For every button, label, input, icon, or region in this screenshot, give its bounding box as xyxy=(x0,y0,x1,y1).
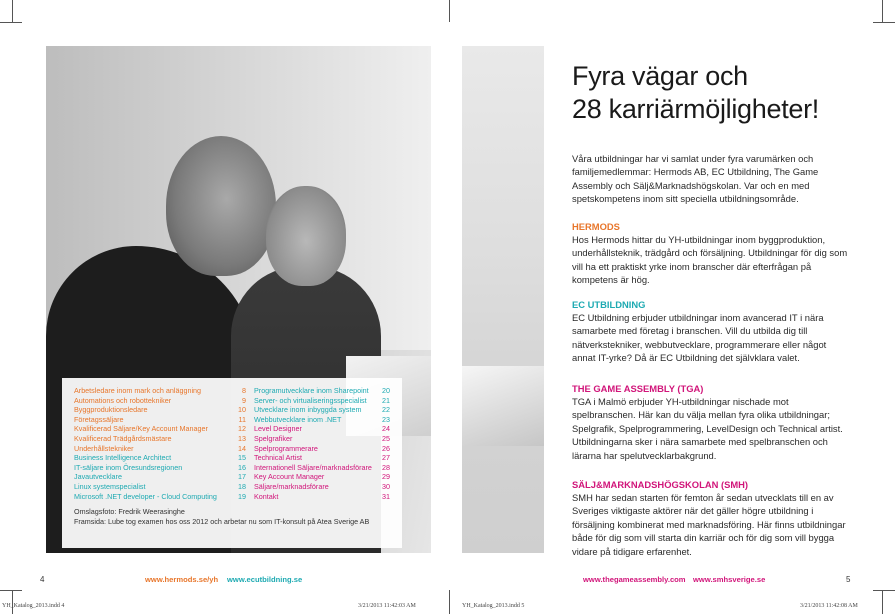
index-entry[interactable] xyxy=(254,463,390,473)
section-title: HERMODS xyxy=(572,221,620,232)
index-entry-page: 26 xyxy=(382,443,390,453)
index-entry-label: Säljare/marknadsförare xyxy=(254,481,329,491)
index-entry[interactable] xyxy=(74,434,246,444)
index-entry-page: 25 xyxy=(382,433,390,443)
section-text: TGA i Malmö erbjuder YH-utbildningar nischade mot spelbranschen. Här kan du välja mellan fyra olika utbildningar; Spelgrafik, Spelprogrammering, LevelDesign och Technical artist. Utbildningarna sker i nära samarbete med spelbranschen och lärarna har spelutvecklarbakgrund. xyxy=(572,396,843,461)
footer-link-hermods[interactable]: www.hermods.se/yh xyxy=(145,575,219,584)
index-entry-page: 16 xyxy=(238,462,246,472)
page-title: Fyra vägar och 28 karriärmöjligheter! xyxy=(572,61,819,124)
slug-date-right: 3/21/2013 11:42:08 AM xyxy=(800,603,858,609)
index-entry-label: Internationell Säljare/marknadsförare xyxy=(254,462,372,472)
index-entry-page: 31 xyxy=(382,491,390,501)
index-entry-label: Underhållstekniker xyxy=(74,443,134,453)
footer-link-gameassembly[interactable]: www.thegameassembly.com xyxy=(583,575,686,584)
section-text: Hos Hermods hittar du YH-utbildningar inom byggproduktion, underhållsteknik, trädgård och försäljning. Utbildningar för dig som vill ha ett praktiskt yrke inom branscher där efterfrågan på kompetens är hög. xyxy=(572,234,848,286)
index-entry[interactable] xyxy=(254,482,390,492)
section-text: SMH har sedan starten för femton år sedan utvecklats till en av Sveriges viktigaste aktörer när det gäller högre utbildning i försäljning kombinerat med marknadsföring. Här finns utbildningar både för dig som vill starta din karriär och för dig som vill bygga vidare på tidigare erfarenhet. xyxy=(572,492,846,557)
index-entry-label: Kontakt xyxy=(254,491,279,501)
crop-mark xyxy=(0,590,22,591)
index-entry-label: Kvalificerad Trädgårdsmästare xyxy=(74,433,172,443)
slug-file-left: YH_Katalog_2013.indd 4 xyxy=(2,603,65,609)
index-entry-label: Spelprogrammerare xyxy=(254,443,318,453)
index-entry[interactable] xyxy=(74,405,246,415)
index-entry[interactable] xyxy=(74,472,246,482)
index-entry[interactable] xyxy=(254,386,390,396)
index-entry-label: Spelgrafiker xyxy=(254,433,293,443)
index-entry-page: 8 xyxy=(242,386,246,395)
crop-mark xyxy=(0,22,22,23)
index-entry[interactable] xyxy=(254,434,390,444)
photo-strip xyxy=(462,46,544,553)
index-entry-page: 9 xyxy=(242,395,246,405)
front-caption: Framsida: Lube tog examen hos oss 2012 och arbetar nu som IT-konsult på Atea Sverige AB xyxy=(74,517,370,527)
index-entry-page: 24 xyxy=(382,424,390,434)
index-entry-label: Technical Artist xyxy=(254,453,302,463)
index-column-right xyxy=(254,386,390,501)
index-entry[interactable] xyxy=(74,444,246,454)
index-entry[interactable] xyxy=(74,463,246,473)
index-entry-label: Arbetsledare inom mark och anläggning xyxy=(74,386,202,395)
index-entry-label: Företagssäljare xyxy=(74,414,124,424)
index-entry-page: 18 xyxy=(238,481,246,491)
crop-mark xyxy=(873,22,895,23)
index-entry[interactable] xyxy=(254,492,390,502)
section-smh xyxy=(572,478,852,558)
index-entry-label: Microsoft .NET developer - Cloud Computing xyxy=(74,491,217,501)
slug-file-right: YH_Katalog_2013.indd 5 xyxy=(462,603,525,609)
index-entry-label: Linux systemspecialist xyxy=(74,481,146,491)
crop-mark xyxy=(873,590,895,591)
index-entry-label: Server- och virtualiseringsspecialist xyxy=(254,395,367,405)
page-number-left: 4 xyxy=(40,575,45,584)
programs-index xyxy=(62,378,402,548)
index-entry-label: Javautvecklare xyxy=(74,472,122,482)
index-entry[interactable] xyxy=(254,424,390,434)
index-entry[interactable] xyxy=(254,396,390,406)
index-entry-page: 10 xyxy=(238,405,246,415)
index-entry[interactable] xyxy=(254,472,390,482)
index-entry-page: 15 xyxy=(238,453,246,463)
index-entry-page: 29 xyxy=(382,472,390,482)
photo-credit: Omslagsfoto: Fredrik Weerasinghe xyxy=(74,507,185,517)
index-entry-page: 11 xyxy=(238,414,246,424)
index-entry-page: 23 xyxy=(382,414,390,424)
slug-date-left: 3/21/2013 11:42:03 AM xyxy=(358,603,416,609)
index-entry-label: Automations och robottekniker xyxy=(74,395,172,405)
index-entry-label: Level Designer xyxy=(254,424,302,434)
crop-mark xyxy=(882,0,883,22)
index-entry-label: Business Intelligence Architect xyxy=(74,453,172,463)
index-entry-page: 21 xyxy=(382,395,390,405)
crop-mark xyxy=(449,0,450,22)
index-entry[interactable] xyxy=(74,424,246,434)
section-text: EC Utbildning erbjuder utbildningar inom avancerad IT i nära samarbete med företag i branschen. Vill du utbilda dig till nätverkstekniker, webbutvecklare, programmerare eller något annat IT-yrke? Då är EC Utbildning det självklara valet. xyxy=(572,312,827,364)
section-hermods xyxy=(572,220,852,287)
index-entry[interactable] xyxy=(74,482,246,492)
crop-mark xyxy=(12,590,13,614)
index-entry[interactable] xyxy=(254,405,390,415)
page-number-right: 5 xyxy=(846,575,851,584)
index-entry-page: 12 xyxy=(238,424,246,434)
index-entry-page: 28 xyxy=(382,462,390,472)
index-entry[interactable] xyxy=(74,396,246,406)
index-entry[interactable] xyxy=(74,492,246,502)
index-entry-label: Byggproduktionsledare xyxy=(74,405,148,415)
index-entry-label: Kvalificerad Säljare/Key Account Manager xyxy=(74,424,208,434)
footer-link-smh[interactable]: www.smhsverige.se xyxy=(693,575,766,584)
index-entry[interactable] xyxy=(74,386,246,396)
index-entry[interactable] xyxy=(74,415,246,425)
index-entry-label: Key Account Manager xyxy=(254,472,325,482)
index-entry-page: 20 xyxy=(382,386,390,395)
index-entry-label: Programutvecklare inom Sharepoint xyxy=(254,386,369,395)
index-entry-label: Webbutvecklare inom .NET xyxy=(254,414,342,424)
crop-mark xyxy=(12,0,13,22)
index-entry[interactable] xyxy=(254,415,390,425)
section-title: EC UTBILDNING xyxy=(572,299,646,310)
intro-paragraph: Våra utbildningar har vi samlat under fyra varumärken och familjemedlemmar: Hermods AB, EC Utbildning, The Game Assembly och Sälj&Marknadshögskolan. Var och en med spetskompetens inom sitt speciella utbildningsområde. xyxy=(572,153,819,205)
index-entry-page: 27 xyxy=(382,453,390,463)
section-title: THE GAME ASSEMBLY (TGA) xyxy=(572,383,704,394)
index-entry-page: 14 xyxy=(238,443,246,453)
index-entry[interactable] xyxy=(254,453,390,463)
index-entry-page: 19 xyxy=(238,491,246,501)
index-entry[interactable] xyxy=(74,453,246,463)
index-column-left xyxy=(74,386,246,501)
index-entry-page: 13 xyxy=(238,433,246,443)
section-ec-utbildning xyxy=(572,298,852,365)
index-entry-page: 22 xyxy=(382,405,390,415)
section-title: SÄLJ&MARKNADSHÖGSKOLAN (SMH) xyxy=(572,479,749,490)
crop-mark xyxy=(882,590,883,614)
index-entry[interactable] xyxy=(254,444,390,454)
index-entry-page: 30 xyxy=(382,481,390,491)
index-entry-page: 17 xyxy=(238,472,246,482)
section-game-assembly xyxy=(572,382,852,462)
index-entry-label: Utvecklare inom inbyggda system xyxy=(254,405,362,415)
footer-link-ecutbildning[interactable]: www.ecutbildning.se xyxy=(227,575,303,584)
index-entry-label: IT-säljare inom Öresundsregionen xyxy=(74,462,183,472)
crop-mark xyxy=(449,590,450,614)
